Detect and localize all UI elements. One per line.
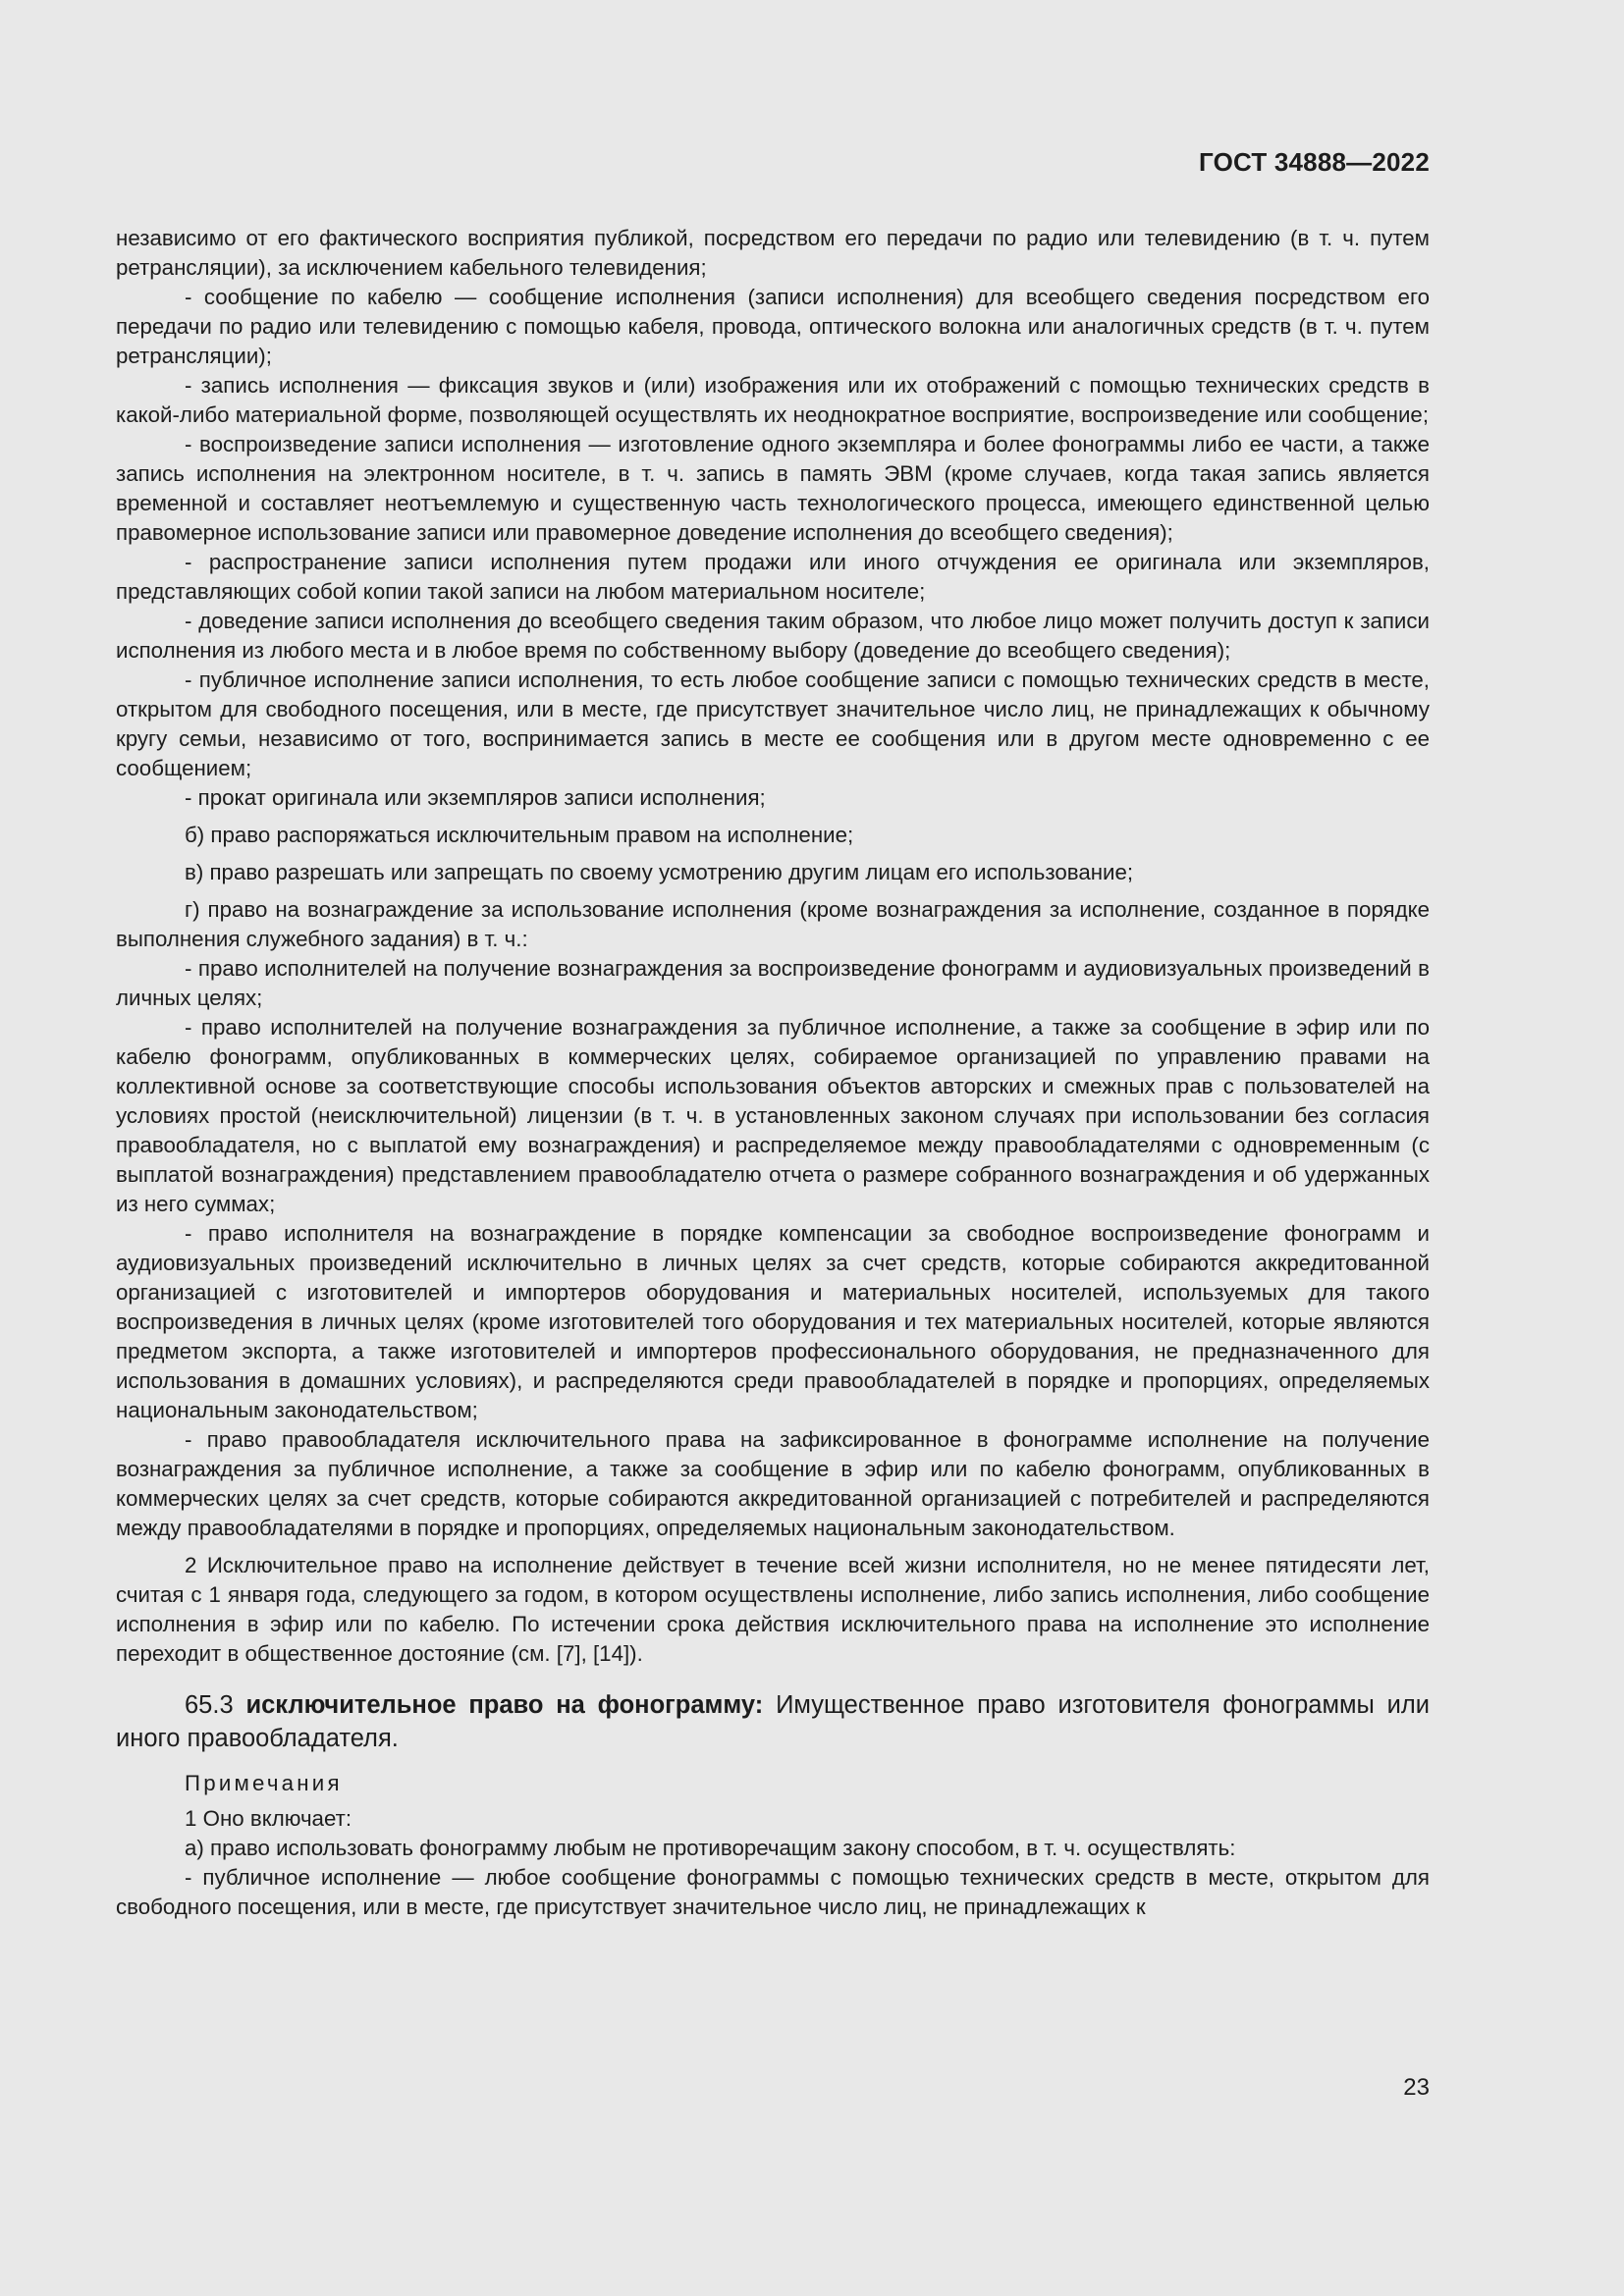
note-item: - публичное исполнение — любое сообщение фонограммы с помощью технических средств в месте, открытом для свободного посещения, или в месте, где присутствует значительное число лиц, не принадлежащих к [116, 1865, 1430, 1919]
list-item: - право исполнителей на получение вознаграждения за воспроизведение фонограмм и аудиовизуальных произведений в личных целях; [116, 956, 1430, 1010]
list-item: г) право на вознаграждение за использование исполнения (кроме вознаграждения за исполнение, созданное в порядке выполнения служебного задания) в т. ч.: [116, 897, 1430, 951]
note-item: а) право использовать фонограмму любым не противоречащим закону способом, в т. ч. осуществлять: [185, 1836, 1236, 1860]
list-item: - прокат оригинала или экземпляров записи исполнения; [185, 785, 766, 810]
list-item: - доведение записи исполнения до всеобщего сведения таким образом, что любое лицо может получить доступ к записи исполнения из любого места и в любое время по собственному выбору (доведение до всеобщего сведения); [116, 609, 1430, 663]
page-body [116, 224, 1430, 1922]
document-code: ГОСТ 34888—2022 [1199, 147, 1430, 177]
list-item: - распространение записи исполнения путем продажи или иного отчуждения ее оригинала или экземпляров, представляющих собой копии такой записи на любом материальном носителе; [116, 550, 1430, 604]
list-item: в) право разрешать или запрещать по своему усмотрению другим лицам его использование; [185, 860, 1134, 884]
list-item: - право исполнителя на вознаграждение в порядке компенсации за свободное воспроизведение фонограмм и аудиовизуальных произведений исключительно в личных целях за счет средств, которые собираются аккредитованной организацией с изготовителей и импортеров оборудования и материальных носителей, используемых для такого воспроизведения в личных целях (кроме изготовителей того оборудования и тех материальных носителей, которые являются предметом экспорта, а также изготовителей и импортеров профессионального оборудования, не предназначенного для использования в домашних условиях), и распределяются среди правообладателей в порядке и пропорциях, определяемых национальным законодательством; [116, 1221, 1430, 1422]
list-item: - право правообладателя исключительного права на зафиксированное в фонограмме исполнение на получение вознаграждения за публичное исполнение, а также за сообщение в эфир или по кабелю фонограмм, опубликованных в коммерческих целях за счет средств, которые собираются аккредитованной организацией с потребителей и распределяются между правообладателями в порядке и пропорциях, определяемых национальным законодательством. [116, 1427, 1430, 1540]
term-number: 65.3 [185, 1691, 234, 1719]
paragraph: независимо от его фактического восприятия публикой, посредством его передачи по радио или телевидению (в т. ч. путем ретрансляции), за исключением кабельного телевидения; [116, 226, 1430, 280]
paragraph: 2 Исключительное право на исполнение действует в течение всей жизни исполнителя, но не менее пятидесяти лет, считая с 1 января года, следующего за годом, в котором осуществлены исполнение, либо запись исполнения, либо сообщение исполнения в эфир или по кабелю. По истечении срока действия исключительного права на исполнение это исполнение переходит в общественное достояние (см. [7], [14]). [116, 1553, 1430, 1666]
list-item: - сообщение по кабелю — сообщение исполнения (записи исполнения) для всеобщего сведения посредством его передачи по радио или телевидению с помощью кабеля, провода, оптического волокна или аналогичных средств (в т. ч. путем ретрансляции); [116, 285, 1430, 368]
notes-title: Примечания [185, 1771, 343, 1795]
list-item: - право исполнителей на получение вознаграждения за публичное исполнение, а также за сообщение в эфир или по кабелю фонограмм, опубликованных в коммерческих целях, собираемое организацией по управлению правами на коллективной основе за соответствующие способы использования объектов авторских и смежных прав с пользователей на условиях простой (неисключительной) лицензии (в т. ч. в установленных законом случаях при использовании без согласия правообладателя, но с выплатой ему вознаграждения) и распределяемое между правообладателями с одновременным (с выплатой вознаграждения) представлением правообладателю отчета о размере собранного вознаграждения и об удержанных из него суммах; [116, 1015, 1430, 1216]
term-name: исключительное право на фонограмму: [245, 1691, 764, 1719]
term-definition [116, 1688, 1430, 1755]
list-item: - воспроизведение записи исполнения — изготовление одного экземпляра и более фонограммы либо ее части, а также запись исполнения на электронном носителе, в т. ч. запись в память ЭВМ (кроме случаев, когда такая запись является временной и составляет неотъемлемую и существенную часть технологического процесса, имеющего единственной целью правомерное использование записи или правомерное доведение исполнения до всеобщего сведения); [116, 432, 1430, 545]
note-item: 1 Оно включает: [185, 1806, 352, 1831]
list-item: - публичное исполнение записи исполнения, то есть любое сообщение записи с помощью технических средств в месте, открытом для свободного посещения, или в месте, где присутствует значительное число лиц, не принадлежащих к обычному кругу семьи, независимо от того, воспринимается запись в месте ее сообщения или в другом месте одновременно с ее сообщением; [116, 667, 1430, 780]
term-text: Имущественное право изготовителя фонограммы или иного правообладателя. [116, 1691, 1431, 1752]
page-number: 23 [1403, 2074, 1430, 2101]
list-item: б) право распоряжаться исключительным правом на исполнение; [185, 823, 854, 847]
list-item: - запись исполнения — фиксация звуков и (или) изображения или их отображений с помощью технических средств в какой-либо материальной форме, позволяющей осуществлять их неоднократное восприятие, воспроизведение или сообщение; [116, 373, 1430, 427]
